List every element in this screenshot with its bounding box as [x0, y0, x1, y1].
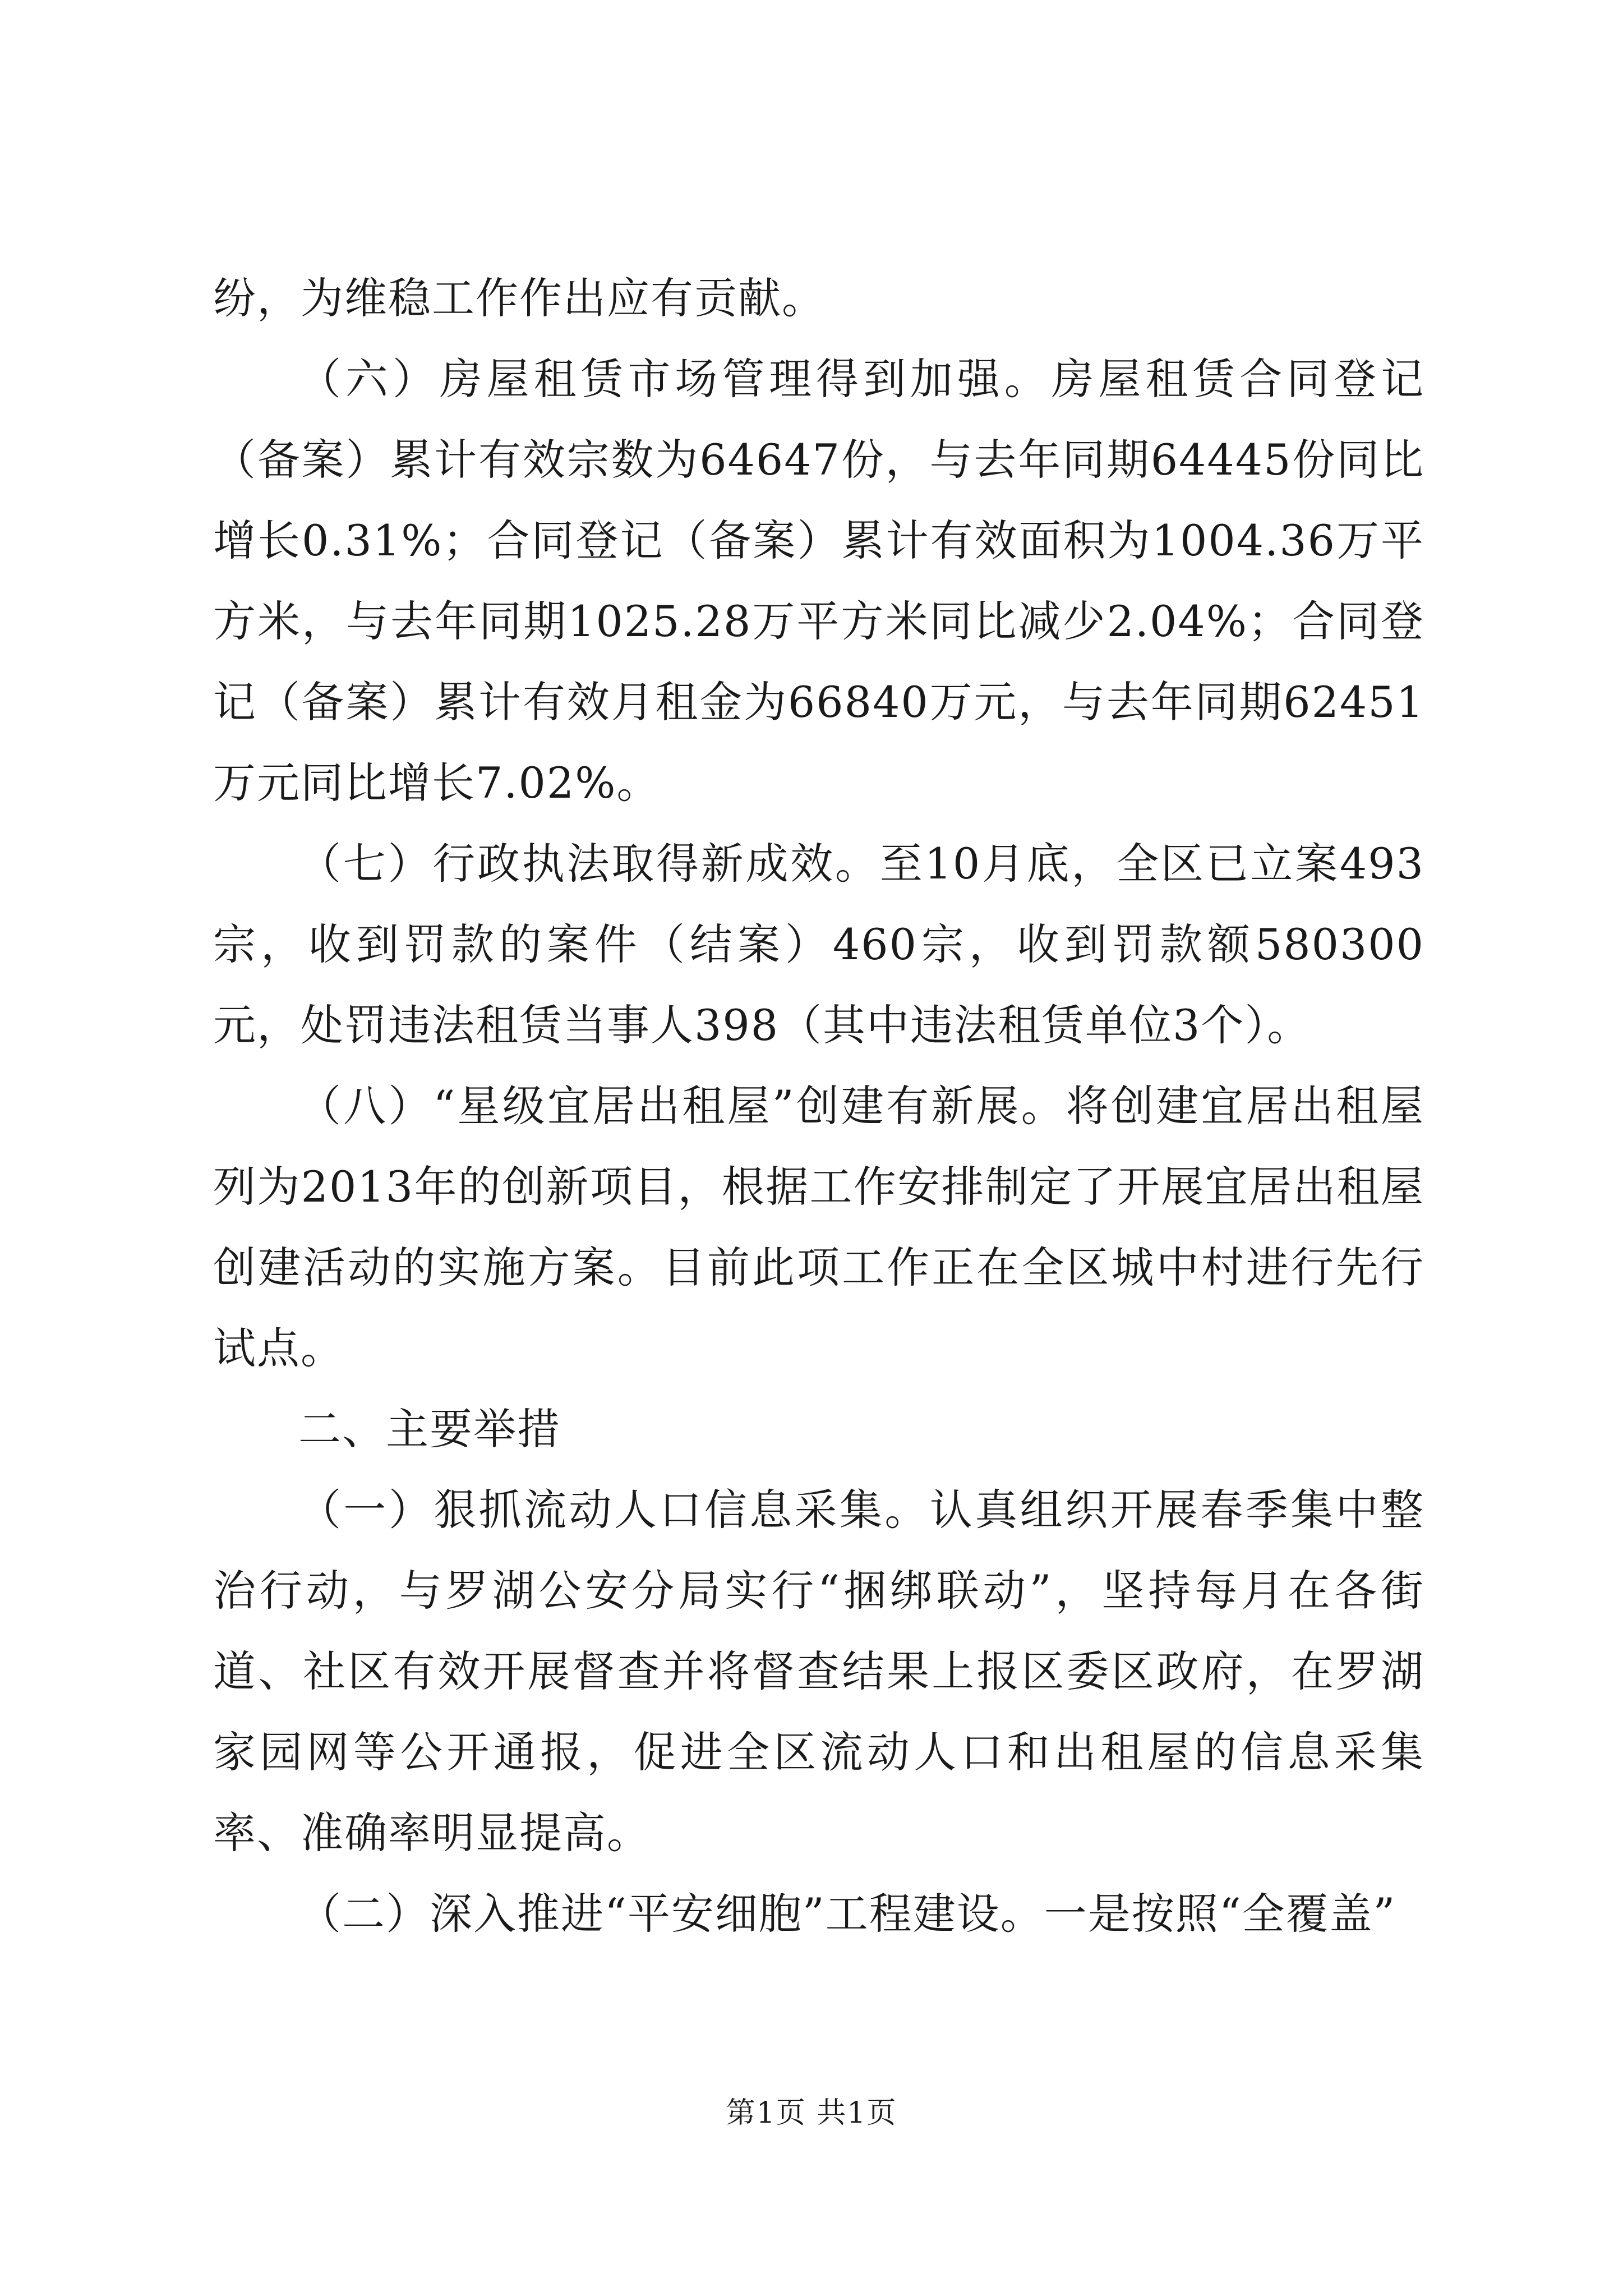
section-heading-main-measures: 二、主要举措	[298, 1404, 561, 1454]
paragraph-continuation: 纷，为维稳工作作出应有贡献。	[213, 273, 826, 323]
page-footer: 第1页 共1页	[726, 2096, 897, 2130]
paragraph-info-collection: （一）狠抓流动人口信息采集。认真组织开展春季集中整治行动，与罗湖公安分局实行“捆绑联动”，坚持每月在各街道、社区有效开展督查并将督查结果上报区委区政府，在罗湖家园网等公开通报，促进全区流动人口和出租屋的信息采集率、准确率明显提高。	[213, 1485, 1424, 1858]
paragraph-rental-market: （六）房屋租赁市场管理得到加强。房屋租赁合同登记（备案）累计有效宗数为64647份，与去年同期64445份同比增长0.31%；合同登记（备案）累计有效面积为1004.36万平方米，与去年同期1025.28万平方米同比减少2.04%；合同登记（备案）累计有效月租金为66840万元，与去年同期62451万元同比增长7.02%。	[213, 354, 1424, 808]
paragraph-safe-cell: （二）深入推进“平安细胞”工程建设。一是按照“全覆盖”	[298, 1889, 1396, 1939]
paragraph-law-enforcement: （七）行政执法取得新成效。至10月底，全区已立案493宗，收到罚款的案件（结案）460宗，收到罚款额580300元，处罚违法租赁当事人398（其中违法租赁单位3个）。	[213, 839, 1424, 1050]
paragraph-star-rental: （八）“星级宜居出租屋”创建有新展。将创建宜居出租屋列为2013年的创新项目，根据工作安排制定了开展宜居出租屋创建活动的实施方案。目前此项工作正在全区城中村进行先行试点。	[213, 1081, 1424, 1373]
document-body	[213, 258, 1424, 1954]
